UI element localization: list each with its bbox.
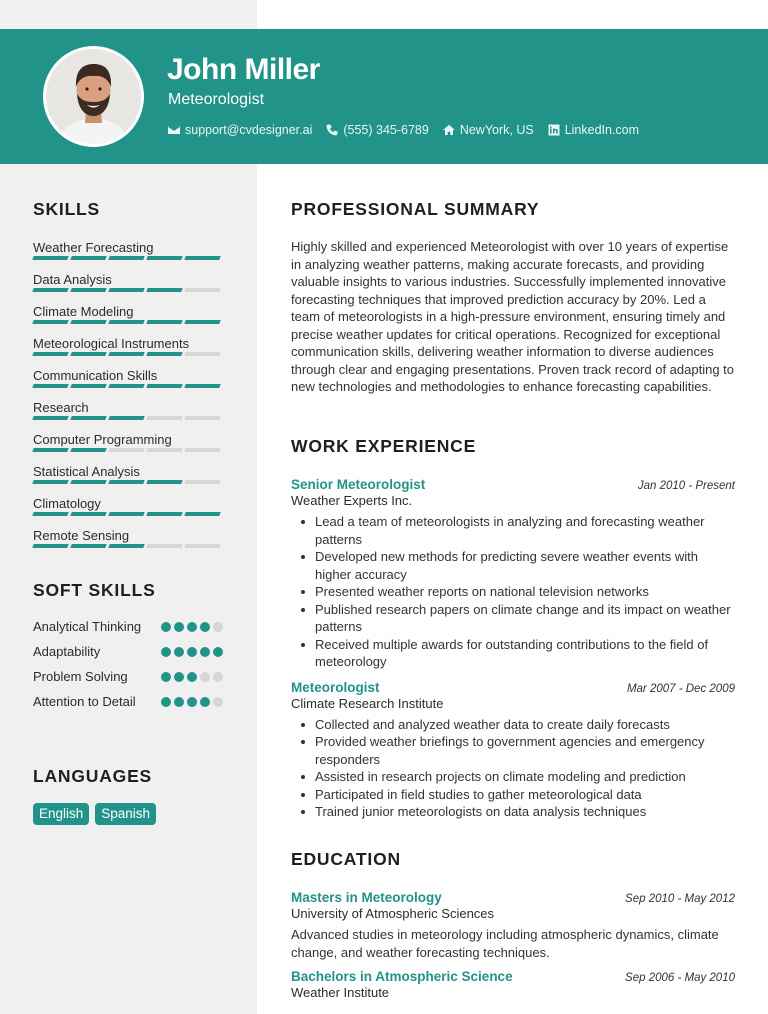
skill-level-segment (70, 544, 106, 548)
skill-level-segment (146, 384, 182, 388)
education-entry (291, 969, 735, 1000)
job-title: Meteorologist (168, 91, 265, 108)
skill-name: Meteorological Instruments (33, 336, 190, 351)
skills-list (33, 240, 223, 560)
skill-level-segment (70, 448, 106, 452)
job-entry-bullets (291, 513, 735, 671)
skill-level-segment (70, 512, 106, 516)
skill-level-segment (108, 320, 144, 324)
job-entry-bullets (291, 716, 735, 821)
skill-name: Climatology (33, 496, 101, 511)
skill-level-segment (32, 288, 68, 292)
skill-level-segment (32, 480, 68, 484)
job-entry (291, 477, 735, 671)
skill-level-segment (146, 480, 182, 484)
language-tag: English (33, 803, 89, 825)
skill-item (33, 304, 223, 336)
job-entry-company: Weather Experts Inc. (291, 493, 413, 508)
skill-level-bar (33, 512, 223, 516)
education-entry-degree: Masters in Meteorology (291, 890, 442, 905)
skill-level-segment (32, 416, 68, 420)
soft-skill-item (33, 643, 223, 660)
list-item: Published research papers on climate change and its impact on weather patterns (291, 601, 735, 636)
skill-level-segment (70, 256, 106, 260)
contact-phone-text: (555) 345-6789 (343, 123, 429, 137)
rating-dot (174, 697, 184, 707)
job-entry-date: Mar 2007 - Dec 2009 (626, 682, 735, 695)
skill-name: Climate Modeling (33, 304, 134, 319)
linkedin-icon (548, 124, 560, 136)
home-icon (443, 124, 455, 136)
contact-email-text: support@cvdesigner.ai (185, 123, 313, 137)
phone-icon (326, 124, 338, 136)
education-entry (291, 890, 735, 961)
skill-level-segment (108, 416, 144, 420)
skill-level-segment (108, 288, 144, 292)
contact-list (168, 123, 639, 137)
skill-level-bar (33, 448, 223, 452)
skill-level-segment (146, 544, 182, 548)
soft-skill-name: Attention to Detail (33, 694, 136, 709)
skill-level-segment (184, 352, 220, 356)
skill-level-segment (184, 416, 220, 420)
soft-skill-name: Problem Solving (33, 669, 128, 684)
rating-dot (187, 647, 197, 657)
skill-level-segment (70, 480, 106, 484)
soft-skills-heading: SOFT SKILLS (33, 580, 156, 600)
skill-level-segment (70, 384, 106, 388)
list-item: Assisted in research projects on climate modeling and prediction (291, 768, 735, 786)
soft-skills-list (33, 618, 223, 710)
soft-skill-rating (161, 672, 223, 682)
education-entry-date: Sep 2006 - May 2010 (625, 972, 735, 984)
contact-phone[interactable] (326, 123, 428, 137)
education-entry-degree: Bachelors in Atmospheric Science (291, 969, 513, 984)
rating-dot (200, 672, 210, 682)
rating-dot (161, 672, 171, 682)
list-item: Developed new methods for predicting severe weather events with higher accuracy (291, 548, 735, 583)
skill-level-segment (184, 448, 220, 452)
contact-location (443, 123, 534, 137)
rating-dot (187, 672, 197, 682)
skill-level-segment (146, 256, 182, 260)
summary-text: Highly skilled and experienced Meteorologist with over 10 years of expertise in analyzing weather patterns, making accurate forecasts, and providing valuable insights to various industries. Successfully implemented innovative forecasting techniques that improved prediction accuracy by 20%. Led a team of meteorologists in a high-pressure environment, ensuring timely and precise weather updates for critical operations. Recognized for exceptional communication skills, delivering weather information to diverse audiences through clear and engaging presentations. Proven track record of adapting to new technologies and methodologies to enhance forecasting capabilities. (291, 239, 735, 394)
skill-level-segment (146, 320, 182, 324)
skill-level-segment (184, 256, 220, 260)
rating-dot (213, 647, 223, 657)
skill-level-segment (32, 256, 68, 260)
soft-skill-item (33, 668, 223, 685)
skill-level-segment (146, 416, 182, 420)
skill-level-segment (184, 288, 220, 292)
skill-level-segment (32, 512, 68, 516)
summary-heading: PROFESSIONAL SUMMARY (291, 199, 540, 219)
rating-dot (161, 647, 171, 657)
language-tag: Spanish (95, 803, 156, 825)
skill-item (33, 496, 223, 528)
skill-level-segment (108, 448, 144, 452)
skill-level-segment (146, 288, 182, 292)
soft-skill-name: Adaptability (33, 644, 101, 659)
skill-level-segment (32, 544, 68, 548)
experience-heading: WORK EXPERIENCE (291, 436, 477, 456)
education-entry-description: Advanced studies in meteorology including atmospheric dynamics, climate change, and weather forecasting techniques. (291, 927, 719, 960)
skill-level-segment (108, 512, 144, 516)
skill-level-segment (108, 544, 144, 548)
rating-dot (200, 647, 210, 657)
skill-level-segment (32, 448, 68, 452)
skill-name: Statistical Analysis (33, 464, 140, 479)
skills-heading: SKILLS (33, 199, 101, 219)
contact-location-text: NewYork, US (459, 123, 534, 137)
skill-level-segment (146, 448, 182, 452)
skill-name: Communication Skills (33, 368, 158, 383)
skill-item (33, 464, 223, 496)
soft-skill-name: Analytical Thinking (33, 619, 142, 634)
skill-level-segment (70, 320, 106, 324)
skill-name: Computer Programming (33, 432, 172, 447)
skill-level-segment (146, 512, 182, 516)
skill-level-bar (33, 384, 223, 388)
soft-skills-section (33, 580, 223, 718)
contact-linkedin[interactable] (548, 123, 639, 137)
contact-linkedin-text: LinkedIn.com (564, 123, 640, 137)
list-item: Participated in field studies to gather meteorological data (291, 786, 735, 804)
avatar (43, 46, 144, 147)
skill-name: Data Analysis (33, 272, 112, 287)
education-entry-date: Sep 2010 - May 2012 (625, 893, 735, 905)
skill-level-bar (33, 480, 223, 484)
skill-level-segment (108, 384, 144, 388)
rating-dot (200, 697, 210, 707)
skill-level-bar (33, 320, 223, 324)
skill-level-segment (108, 256, 144, 260)
job-entry-company: Climate Research Institute (291, 695, 444, 711)
list-item: Lead a team of meteorologists in analyzing and forecasting weather patterns (291, 513, 735, 548)
skill-level-segment (184, 544, 220, 548)
job-entry-date: Jan 2010 - Present (637, 480, 735, 492)
soft-skill-rating (161, 697, 223, 707)
skill-level-bar (33, 416, 223, 420)
soft-skill-item (33, 693, 223, 710)
rating-dot (161, 697, 171, 707)
list-item: Received multiple awards for outstanding contributions to the field of meteorology (291, 636, 735, 671)
soft-skill-item (33, 618, 223, 635)
rating-dot (213, 697, 223, 707)
skills-section (33, 199, 223, 560)
skill-level-segment (70, 416, 106, 420)
envelope-icon (168, 124, 180, 136)
profile-photo-icon (46, 49, 141, 144)
experience-section (291, 436, 735, 821)
skill-level-segment (70, 288, 106, 292)
skill-level-segment (32, 352, 68, 356)
job-entry (291, 680, 735, 821)
skill-level-segment (184, 480, 220, 484)
summary-section (291, 199, 735, 396)
rating-dot (213, 622, 223, 632)
skill-item (33, 400, 223, 432)
languages-heading: LANGUAGES (33, 766, 153, 786)
skill-level-segment (32, 320, 68, 324)
skill-item (33, 432, 223, 464)
skill-name: Research (33, 400, 89, 415)
rating-dot (187, 697, 197, 707)
list-item: Collected and analyzed weather data to create daily forecasts (291, 716, 735, 734)
education-entry-school: University of Atmospheric Sciences (291, 906, 495, 921)
skill-level-segment (108, 480, 144, 484)
list-item: Trained junior meteorologists on data analysis techniques (291, 803, 735, 821)
education-entry-school: Weather Institute (291, 985, 390, 1000)
skill-level-segment (184, 512, 220, 516)
skill-level-segment (146, 352, 182, 356)
rating-dot (213, 672, 223, 682)
rating-dot (174, 622, 184, 632)
contact-email[interactable] (168, 123, 312, 137)
skill-level-bar (33, 352, 223, 356)
skill-item (33, 272, 223, 304)
skill-item (33, 240, 223, 272)
rating-dot (200, 622, 210, 632)
skill-name: Remote Sensing (33, 528, 130, 543)
skill-name: Weather Forecasting (33, 240, 154, 255)
education-section (291, 849, 735, 1000)
skill-item (33, 368, 223, 400)
rating-dot (174, 672, 184, 682)
list-item: Presented weather reports on national television networks (291, 583, 735, 601)
skill-level-segment (108, 352, 144, 356)
job-entry-title: Senior Meteorologist (291, 477, 426, 492)
soft-skill-rating (161, 647, 223, 657)
skill-level-segment (32, 384, 68, 388)
header-banner (0, 29, 768, 164)
candidate-name: John Miller (167, 53, 320, 86)
skill-level-bar (33, 256, 223, 260)
skill-item (33, 336, 223, 368)
soft-skill-rating (161, 622, 223, 632)
skill-level-bar (33, 544, 223, 548)
education-heading: EDUCATION (291, 849, 401, 869)
languages-section (33, 766, 223, 825)
skill-level-segment (184, 320, 220, 324)
rating-dot (187, 622, 197, 632)
skill-level-bar (33, 288, 223, 292)
list-item: Provided weather briefings to government agencies and emergency responders (291, 733, 735, 768)
skill-level-segment (184, 384, 220, 388)
languages-list (33, 803, 223, 825)
skill-level-segment (70, 352, 106, 356)
skill-item (33, 528, 223, 560)
job-entry-title: Meteorologist (291, 679, 380, 695)
rating-dot (174, 647, 184, 657)
rating-dot (161, 622, 171, 632)
